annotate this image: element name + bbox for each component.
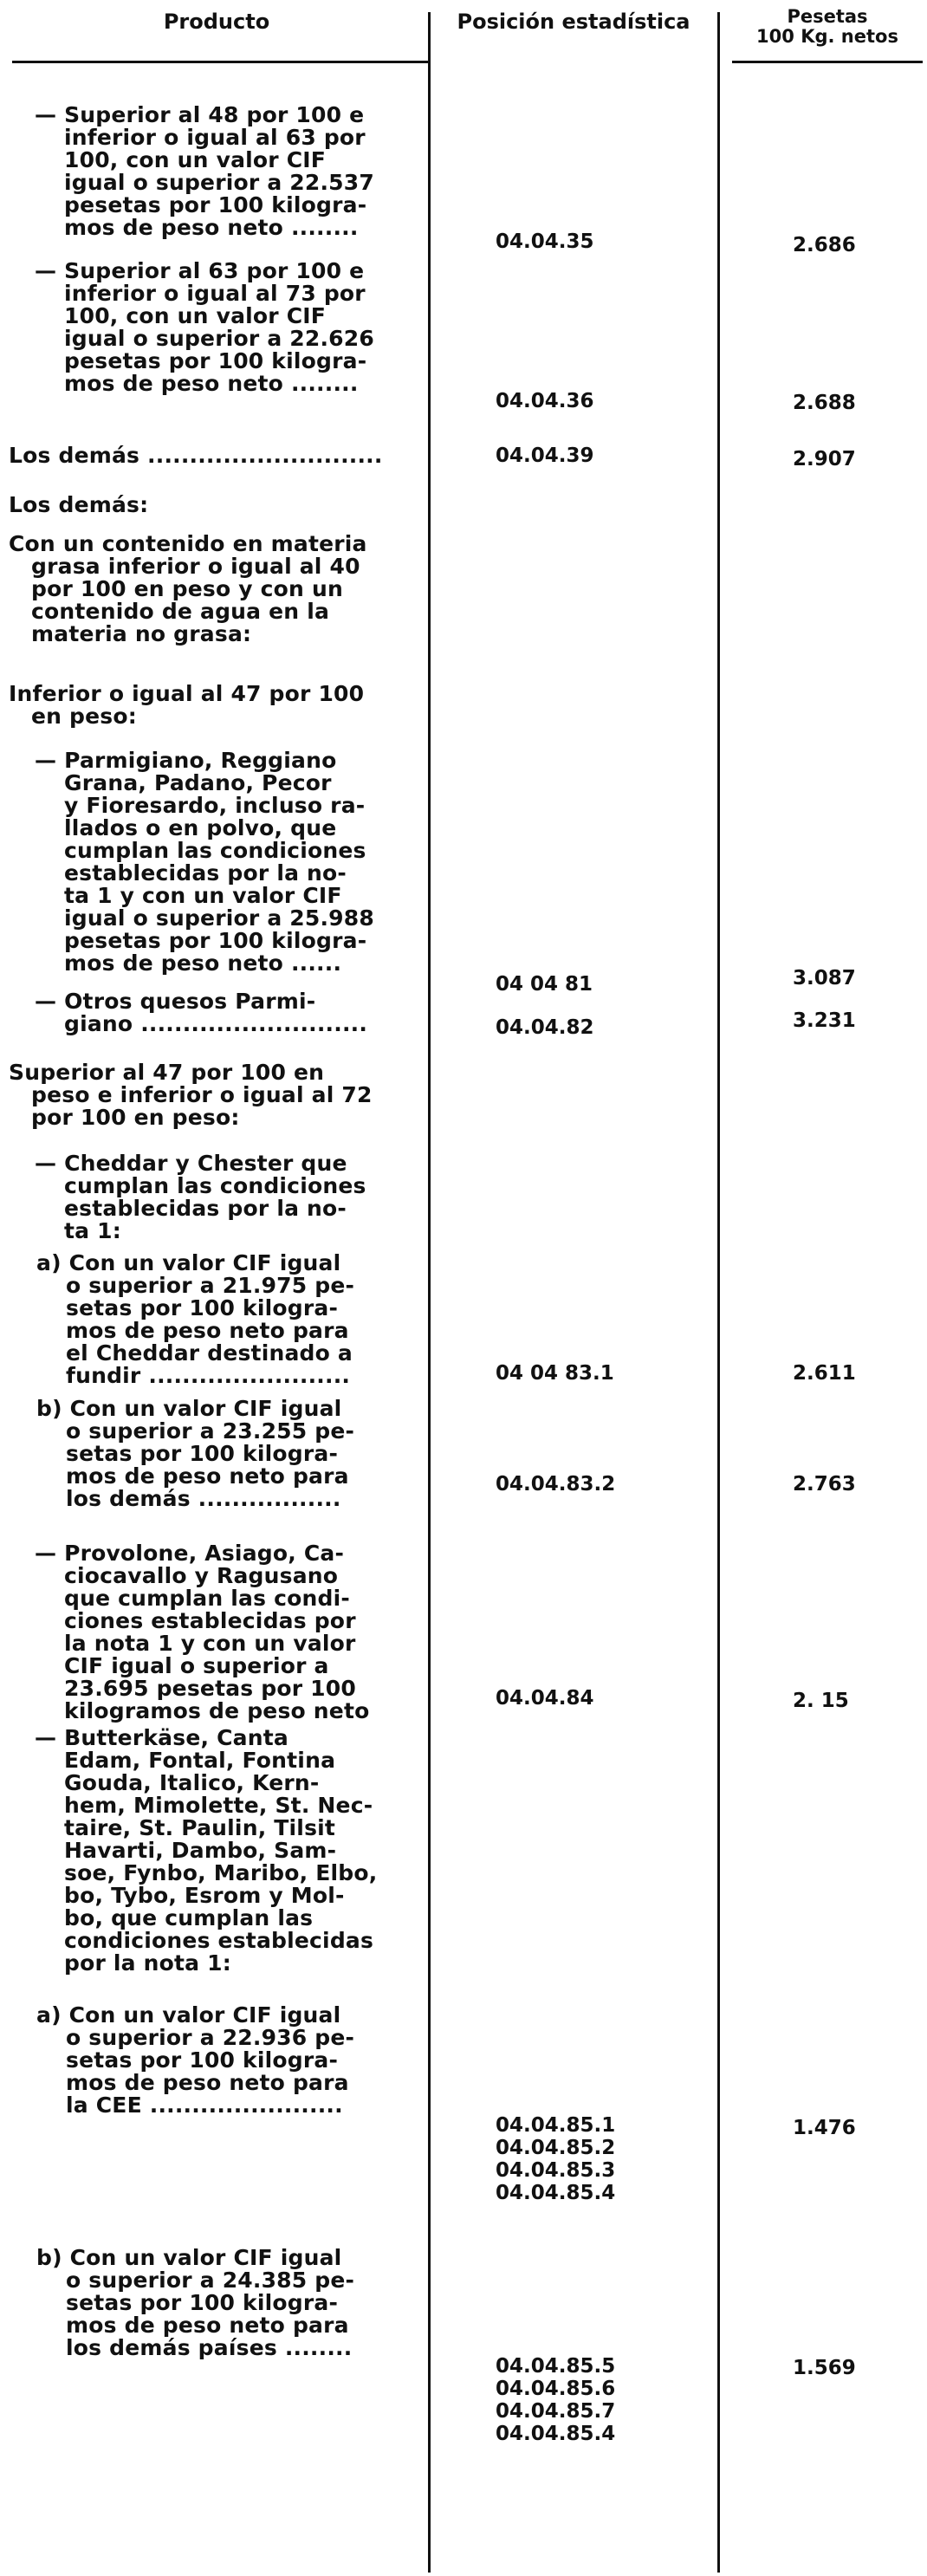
product-line: mos de peso neto para xyxy=(66,2070,349,2095)
product-line: Los demás: xyxy=(9,492,149,517)
position-code: 04.04.39 xyxy=(496,444,594,467)
product-line: — Cheddar y Chester que xyxy=(35,1151,347,1176)
product-entry xyxy=(9,494,148,516)
product-line: grasa inferior o igual al 40 xyxy=(31,554,360,579)
product-line: igual o superior a 22.537 xyxy=(64,170,374,195)
product-line: llados o en polvo, que xyxy=(64,815,337,840)
column-divider-left xyxy=(428,12,431,2573)
header-position: Posición estadística xyxy=(457,10,690,34)
product-entry xyxy=(35,260,374,395)
product-line: cumplan las condiciones xyxy=(64,838,366,863)
product-line: mos de peso neto para xyxy=(66,2313,349,2338)
product-line: pesetas por 100 kilogra- xyxy=(64,928,367,953)
product-entry xyxy=(35,104,374,239)
product-entry xyxy=(9,1061,373,1129)
position-code: 04.04.85.5 04.04.85.6 04.04.85.7 04.04.85.4 xyxy=(496,2355,616,2445)
product-line: bo, que cumplan las xyxy=(64,1905,314,1930)
product-line: o superior a 21.975 pe- xyxy=(66,1273,355,1298)
product-line: soe, Fynbo, Maribo, Elbo, xyxy=(64,1860,378,1885)
position-code: 04.04.36 xyxy=(496,390,594,412)
product-line: Inferior o igual al 47 por 100 xyxy=(9,681,365,706)
product-line: pesetas por 100 kilogra- xyxy=(64,192,367,217)
product-line: mos de peso neto para xyxy=(66,1318,349,1343)
product-line: — Otros quesos Parmi- xyxy=(35,989,316,1014)
product-line: 23.695 pesetas por 100 xyxy=(64,1676,356,1701)
position-code: 04.04.84 xyxy=(496,1687,594,1710)
peseta-value: 3.087 xyxy=(793,967,856,990)
product-line: taire, St. Paulin, Tilsit xyxy=(64,1815,336,1840)
peseta-value: 2.611 xyxy=(793,1362,856,1385)
product-line: condiciones establecidas xyxy=(64,1928,374,1953)
product-line: ta 1: xyxy=(64,1218,121,1243)
product-line: igual o superior a 25.988 xyxy=(64,905,374,931)
product-line: hem, Mimolette, St. Nec- xyxy=(64,1793,373,1818)
product-line: mos de peso neto ........ xyxy=(64,371,359,396)
product-line: mos de peso neto ...... xyxy=(64,951,342,976)
product-line: contenido de agua en la xyxy=(31,599,330,624)
product-line: por 100 en peso: xyxy=(31,1105,240,1130)
position-code: 04.04.35 xyxy=(496,230,594,253)
peseta-value: 3.231 xyxy=(793,1009,856,1032)
product-line: mos de peso neto ........ xyxy=(64,215,359,240)
product-entry xyxy=(35,1727,377,1975)
product-line: Havarti, Dambo, Sam- xyxy=(64,1838,337,1863)
product-line: 100, con un valor CIF xyxy=(64,147,327,172)
peseta-value: 1.569 xyxy=(793,2357,856,2379)
column-divider-right xyxy=(717,12,720,2573)
product-line: y Fioresardo, incluso ra- xyxy=(64,793,366,818)
product-line: bo, Tybo, Esrom y Mol- xyxy=(64,1883,345,1908)
peseta-value: 2.688 xyxy=(793,392,856,414)
product-line: fundir ........................ xyxy=(66,1363,351,1388)
product-line: inferior o igual al 73 por xyxy=(64,281,366,306)
product-line: por 100 en peso y con un xyxy=(31,576,343,601)
product-line: la nota 1 y con un valor xyxy=(64,1631,356,1656)
product-line: establecidas por la no- xyxy=(64,1196,347,1221)
product-entry xyxy=(9,533,367,646)
product-line: mos de peso neto para xyxy=(66,1463,349,1489)
header-pesetas xyxy=(728,7,927,47)
product-line: peso e inferior o igual al 72 xyxy=(31,1082,373,1107)
product-line: b) Con un valor CIF igual xyxy=(36,2245,342,2270)
product-line: — Superior al 48 por 100 e xyxy=(35,102,365,127)
product-line: o superior a 23.255 pe- xyxy=(66,1418,355,1444)
product-line: materia no grasa: xyxy=(31,621,252,646)
product-line: en peso: xyxy=(31,704,137,729)
peseta-value: 2.907 xyxy=(793,448,856,470)
product-line: que cumplan las condi- xyxy=(64,1586,350,1611)
product-line: b) Con un valor CIF igual xyxy=(36,1396,342,1421)
product-line: kilogramos de peso neto xyxy=(64,1698,370,1723)
product-line: o superior a 22.936 pe- xyxy=(66,2025,355,2050)
product-line: establecidas por la no- xyxy=(64,860,347,886)
product-line: 100, con un valor CIF xyxy=(64,303,327,328)
product-line: setas por 100 kilogra- xyxy=(66,2290,339,2315)
position-code: 04.04.82 xyxy=(496,1016,594,1039)
product-entry xyxy=(36,1252,354,1387)
peseta-value: 2. 15 xyxy=(793,1690,849,1712)
product-line: setas por 100 kilogra- xyxy=(66,1295,339,1320)
product-line: igual o superior a 22.626 xyxy=(64,326,374,351)
product-entry xyxy=(36,1398,354,1510)
peseta-value: 1.476 xyxy=(793,2117,856,2139)
product-line: — Provolone, Asiago, Ca- xyxy=(35,1541,345,1566)
product-line: CIF igual o superior a xyxy=(64,1653,329,1678)
position-code: 04 04 81 xyxy=(496,973,593,996)
product-entry xyxy=(36,2004,354,2117)
product-entry xyxy=(9,683,364,728)
product-line: Gouda, Italico, Kern- xyxy=(64,1770,320,1795)
product-line: Grana, Padano, Pecor xyxy=(64,770,332,795)
product-line: los demás países ........ xyxy=(66,2335,353,2360)
product-line: el Cheddar destinado a xyxy=(66,1340,353,1366)
product-line: ciocavallo y Ragusano xyxy=(64,1563,339,1588)
peseta-value: 2.763 xyxy=(793,1473,856,1496)
product-entry xyxy=(35,749,374,975)
position-code: 04 04 83.1 xyxy=(496,1362,614,1385)
product-line: — Butterkäse, Canta xyxy=(35,1725,288,1750)
header-product: Producto xyxy=(163,10,270,34)
position-code: 04.04.85.1 04.04.85.2 04.04.85.3 04.04.85.4 xyxy=(496,2114,616,2204)
product-line: a) Con un valor CIF igual xyxy=(36,1250,341,1275)
product-line: setas por 100 kilogra- xyxy=(66,2047,339,2073)
product-entry xyxy=(9,444,383,467)
header-rule-left xyxy=(12,61,428,63)
product-entry xyxy=(35,990,367,1035)
product-line: Superior al 47 por 100 en xyxy=(9,1060,325,1085)
product-line: setas por 100 kilogra- xyxy=(66,1441,339,1466)
product-line: — Parmigiano, Reggiano xyxy=(35,748,337,773)
product-entry xyxy=(35,1152,366,1243)
product-entry xyxy=(36,2247,354,2359)
product-line: inferior o igual al 63 por xyxy=(64,125,366,150)
product-line: ciones establecidas por xyxy=(64,1608,356,1633)
header-pesetas-line2: 100 Kg. netos xyxy=(756,26,898,47)
product-line: a) Con un valor CIF igual xyxy=(36,2002,341,2028)
product-line: o superior a 24.385 pe- xyxy=(66,2268,355,2293)
peseta-value: 2.686 xyxy=(793,234,856,256)
product-line: por la nota 1: xyxy=(64,1950,231,1976)
product-line: cumplan las condiciones xyxy=(64,1173,366,1198)
header-pesetas-line1: Pesetas xyxy=(787,6,868,27)
product-line: ta 1 y con un valor CIF xyxy=(64,883,342,908)
product-line: Con un contenido en materia xyxy=(9,531,367,556)
product-line: giano ........................... xyxy=(64,1011,368,1036)
position-code: 04.04.83.2 xyxy=(496,1473,616,1496)
product-entry xyxy=(35,1542,370,1723)
product-line: los demás ................. xyxy=(66,1486,341,1511)
product-line: — Superior al 63 por 100 e xyxy=(35,258,365,283)
product-line: pesetas por 100 kilogra- xyxy=(64,348,367,373)
product-line: Edam, Fontal, Fontina xyxy=(64,1748,336,1773)
header-rule-right xyxy=(732,61,923,63)
product-line: Los demás ............................ xyxy=(9,443,383,468)
product-line: la CEE ....................... xyxy=(66,2093,343,2118)
